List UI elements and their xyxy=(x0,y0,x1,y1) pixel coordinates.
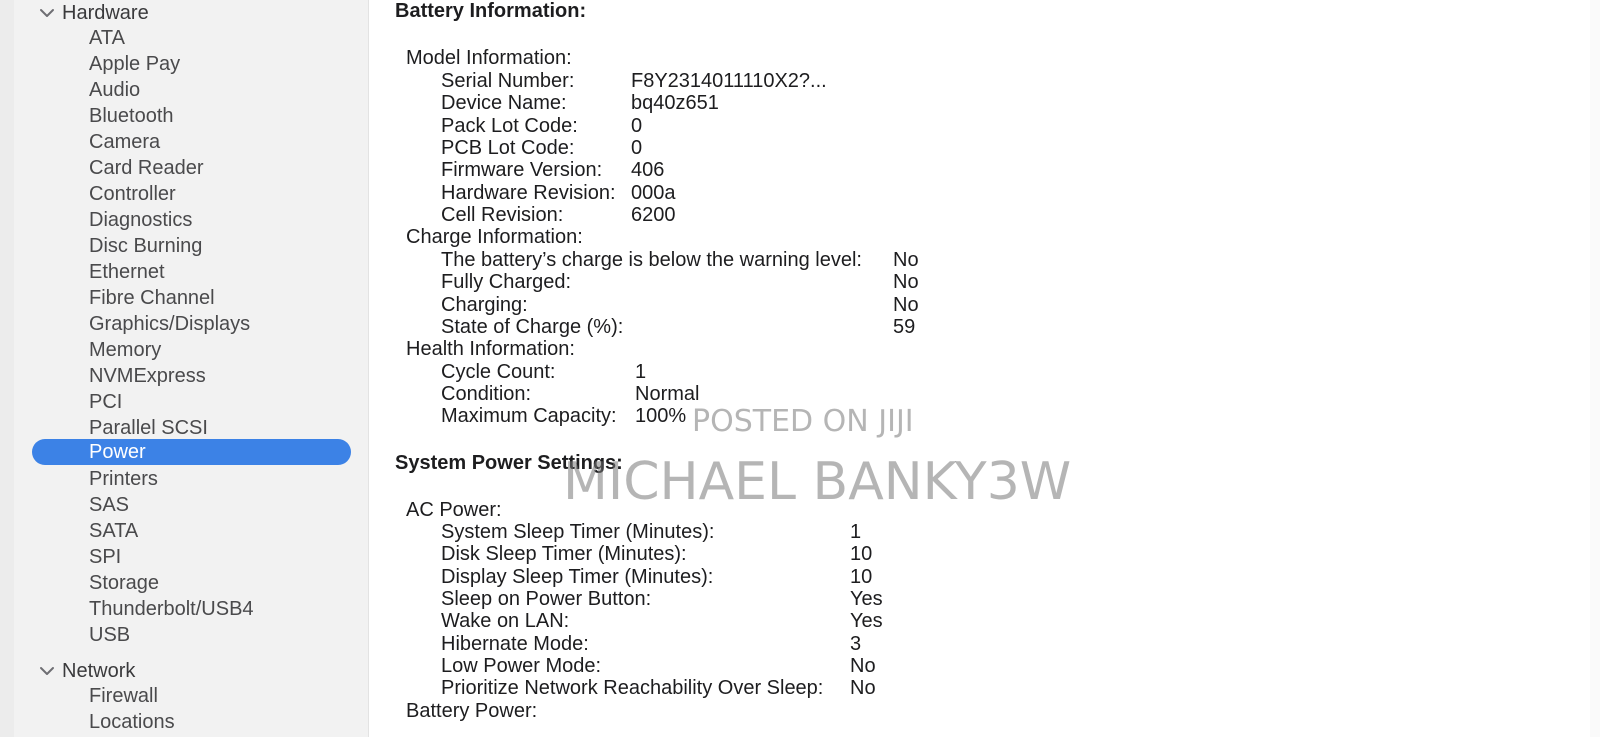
hardware-revision-value: 000a xyxy=(631,182,676,204)
wake-on-lan-value: Yes xyxy=(850,610,883,632)
fully-charged-label: Fully Charged: xyxy=(441,271,572,293)
state-of-charge-label: State of Charge (%): xyxy=(441,316,624,338)
sidebar-item-camera[interactable]: Camera xyxy=(89,131,161,153)
sidebar-item-disc-burning[interactable]: Disc Burning xyxy=(89,235,203,257)
chevron-down-icon[interactable] xyxy=(38,662,56,680)
firmware-version-value: 406 xyxy=(631,159,665,181)
sidebar-item-ata[interactable]: ATA xyxy=(89,27,125,49)
sleep-on-power-button-label: Sleep on Power Button: xyxy=(441,588,652,610)
sidebar-item-controller[interactable]: Controller xyxy=(89,183,176,205)
pcb-lot-code-label: PCB Lot Code: xyxy=(441,137,575,159)
device-name-label: Device Name: xyxy=(441,92,567,114)
warning-level-label: The battery’s charge is below the warning level: xyxy=(441,249,862,271)
sidebar-item-graphics-displays[interactable]: Graphics/Displays xyxy=(89,313,251,335)
low-power-mode-label: Low Power Mode: xyxy=(441,655,602,677)
cycle-count-value: 1 xyxy=(635,361,647,383)
charge-information-heading: Charge Information: xyxy=(406,226,583,248)
watermark-michael-banky3w: MICHAEL BANKY3W xyxy=(563,452,1072,512)
condition-label: Condition: xyxy=(441,383,532,405)
hibernate-mode-value: 3 xyxy=(850,633,862,655)
sleep-on-power-button-value: Yes xyxy=(850,588,883,610)
sidebar-item-apple-pay[interactable]: Apple Pay xyxy=(89,53,181,75)
health-information-heading: Health Information: xyxy=(406,338,575,360)
sidebar-group-label: Hardware xyxy=(62,1,149,24)
cell-revision-label: Cell Revision: xyxy=(441,204,564,226)
hibernate-mode-label: Hibernate Mode: xyxy=(441,633,589,655)
firmware-version-label: Firmware Version: xyxy=(441,159,603,181)
sidebar-item-diagnostics[interactable]: Diagnostics xyxy=(89,209,193,231)
ac-power-heading: AC Power: xyxy=(406,499,502,521)
sidebar-selection-highlight xyxy=(32,439,351,465)
disk-sleep-timer-label: Disk Sleep Timer (Minutes): xyxy=(441,543,687,565)
pack-lot-code-label: Pack Lot Code: xyxy=(441,115,578,137)
sidebar-group-network[interactable] xyxy=(38,658,135,684)
device-name-value: bq40z651 xyxy=(631,92,719,114)
serial-number-label: Serial Number: xyxy=(441,70,575,92)
system-sleep-timer-label: System Sleep Timer (Minutes): xyxy=(441,521,715,543)
state-of-charge-value: 59 xyxy=(893,316,916,338)
maximum-capacity-label: Maximum Capacity: xyxy=(441,405,617,427)
maximum-capacity-value: 100% xyxy=(635,405,687,427)
sidebar-edge xyxy=(0,0,14,737)
prioritize-network-label: Prioritize Network Reachability Over Sleep: xyxy=(441,677,824,699)
sidebar-group-hardware[interactable] xyxy=(38,0,149,26)
sidebar-item-parallel-scsi[interactable]: Parallel SCSI xyxy=(89,417,208,439)
charging-value: No xyxy=(893,294,919,316)
sidebar-item-firewall[interactable]: Firewall xyxy=(89,685,158,707)
prioritize-network-value: No xyxy=(850,677,876,699)
model-information-heading: Model Information: xyxy=(406,47,572,69)
condition-value: Normal xyxy=(635,383,700,405)
pcb-lot-code-value: 0 xyxy=(631,137,643,159)
disk-sleep-timer-value: 10 xyxy=(850,543,873,565)
sidebar-item-bluetooth[interactable]: Bluetooth xyxy=(89,105,174,127)
low-power-mode-value: No xyxy=(850,655,876,677)
sidebar-item-audio[interactable]: Audio xyxy=(89,79,141,101)
system-power-settings-title: System Power Settings: xyxy=(395,452,623,474)
pack-lot-code-value: 0 xyxy=(631,115,643,137)
wake-on-lan-label: Wake on LAN: xyxy=(441,610,570,632)
sidebar-item-sata[interactable]: SATA xyxy=(89,520,139,542)
cell-revision-value: 6200 xyxy=(631,204,676,226)
fully-charged-value: No xyxy=(893,271,919,293)
sidebar-item-ethernet[interactable]: Ethernet xyxy=(89,261,165,283)
charging-label: Charging: xyxy=(441,294,528,316)
sidebar xyxy=(0,0,369,737)
battery-power-heading: Battery Power: xyxy=(406,700,538,722)
warning-level-value: No xyxy=(893,249,919,271)
sidebar-item-printers[interactable]: Printers xyxy=(89,468,158,490)
sidebar-item-thunderbolt-usb4[interactable]: Thunderbolt/USB4 xyxy=(89,598,254,620)
hardware-revision-label: Hardware Revision: xyxy=(441,182,616,204)
watermark-posted-on-jiji: POSTED ON JIJI xyxy=(692,404,914,439)
sidebar-item-usb[interactable]: USB xyxy=(89,624,131,646)
sidebar-item-memory[interactable]: Memory xyxy=(89,339,162,361)
display-sleep-timer-value: 10 xyxy=(850,566,873,588)
sidebar-item-pci[interactable]: PCI xyxy=(89,391,123,413)
sidebar-group-label: Network xyxy=(62,659,136,682)
sidebar-item-storage[interactable]: Storage xyxy=(89,572,160,594)
display-sleep-timer-label: Display Sleep Timer (Minutes): xyxy=(441,566,714,588)
sidebar-item-card-reader[interactable]: Card Reader xyxy=(89,157,204,179)
serial-number-value: F8Y2314011110X2?... xyxy=(631,70,827,92)
sidebar-item-fibre-channel[interactable]: Fibre Channel xyxy=(89,287,215,309)
sidebar-item-spi[interactable]: SPI xyxy=(89,546,122,568)
cycle-count-label: Cycle Count: xyxy=(441,361,556,383)
vertical-scrollbar[interactable] xyxy=(1590,0,1600,737)
detail-pane xyxy=(369,0,1600,737)
chevron-down-icon[interactable] xyxy=(38,4,56,22)
sidebar-item-locations[interactable]: Locations xyxy=(89,711,175,733)
sidebar-item-power[interactable]: Power xyxy=(89,441,146,463)
system-sleep-timer-value: 1 xyxy=(850,521,862,543)
battery-information-title: Battery Information: xyxy=(395,0,587,22)
sidebar-item-sas[interactable]: SAS xyxy=(89,494,130,516)
sidebar-item-nvmexpress[interactable]: NVMExpress xyxy=(89,365,206,387)
